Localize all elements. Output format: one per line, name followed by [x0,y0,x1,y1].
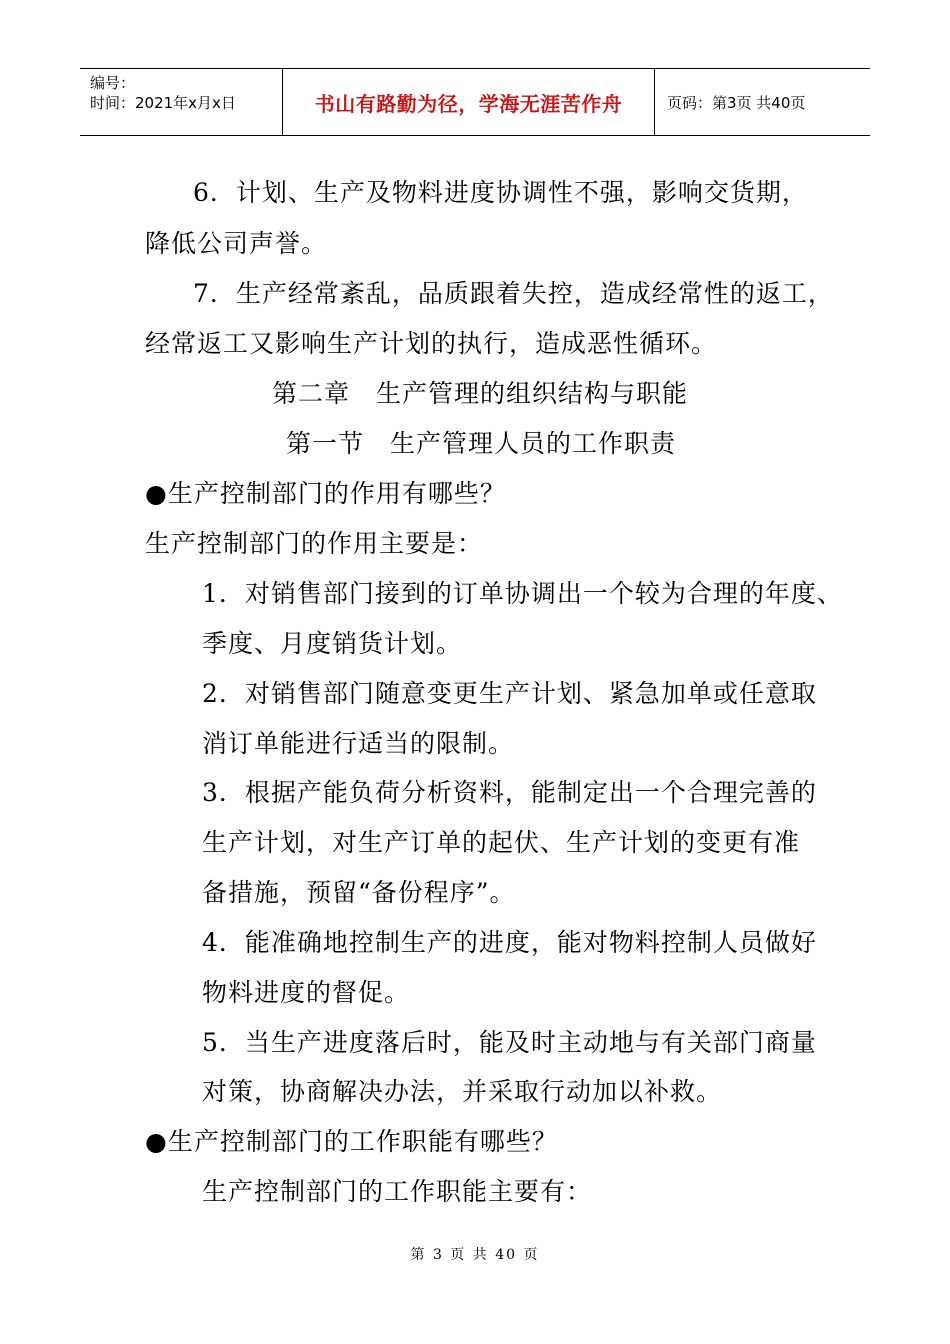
header-table [80,68,870,136]
question-heading: ●生产控制部门的作用有哪些？ [145,479,506,508]
body-line: 6．计划、生产及物料进度协调性不强，影响交货期， [193,178,808,207]
body-line: 1．对销售部门接到的订单协调出一个较为合理的年度、 [202,579,843,608]
body-line: 对策，协商解决办法，并采取行动加以补救。 [202,1077,723,1106]
header-motto: 书山有路勤为径，学海无涯苦作舟 [314,91,623,116]
header-meta-cell [80,69,283,135]
body-line: 降低公司声誉。 [145,229,328,258]
question-heading: ●生产控制部门的工作职能有哪些？ [145,1127,558,1156]
document-number-label: 编号： [90,74,136,92]
body-line: 经常返工又影响生产计划的执行，造成恶性循环。 [145,329,718,358]
header-page-cell [655,69,870,135]
body-line: 生产控制部门的工作职能主要有： [202,1177,593,1206]
section-heading: 第一节 生产管理人员的工作职责 [286,429,677,458]
body-line: 2．对销售部门随意变更生产计划、紧急加单或任意取 [202,679,817,708]
header-motto-cell [283,69,655,135]
body-line: 3．根据产能负荷分析资料，能制定出一个合理完善的 [202,778,817,807]
header-page-info: 页码：第3页 共40页 [667,93,806,112]
body-line: 5．当生产进度落后时，能及时主动地与有关部门商量 [202,1028,817,1057]
document-time-label: 时间：2021年x月x日 [90,94,236,112]
body-line: 备措施，预留“备份程序”。 [202,878,516,907]
body-line: 季度、月度销货计划。 [202,629,463,658]
page-footer: 第 3 页 共 40 页 [410,1247,540,1263]
body-line: 生产计划，对生产订单的起伏、生产计划的变更有准 [202,828,801,857]
body-line: 物料进度的督促。 [202,978,411,1007]
chapter-heading: 第二章 生产管理的组织结构与职能 [272,379,689,408]
body-line: 7．生产经常紊乱，品质跟着失控，造成经常性的返工， [193,279,834,308]
body-line: 生产控制部门的作用主要是： [145,529,484,558]
body-line: 消订单能进行适当的限制。 [202,729,515,758]
body-line: 4．能准确地控制生产的进度，能对物料控制人员做好 [202,928,817,957]
